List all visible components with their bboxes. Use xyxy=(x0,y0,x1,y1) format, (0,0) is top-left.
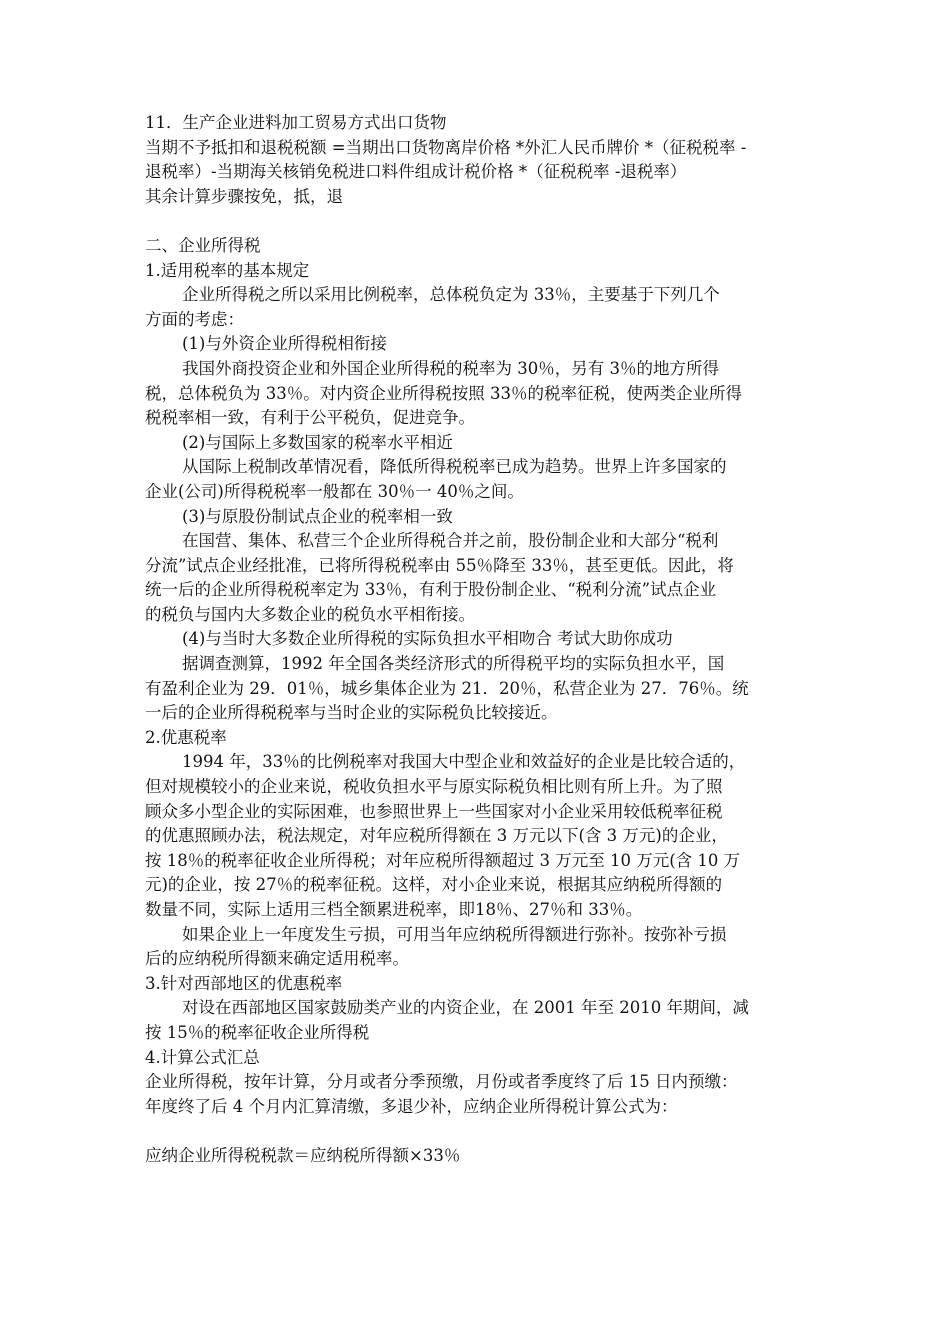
text-line: 其余计算步骤按免，抵，退 xyxy=(145,186,343,206)
text-line: 在国营、集体、私营三个企业所得税合并之前，股份制企业和大部分“税利 xyxy=(182,531,719,551)
subheading: (3)与原股份制试点企业的税率相一致 xyxy=(182,506,453,526)
section-11-title: 11．生产企业进料加工贸易方式出口货物 xyxy=(145,113,447,132)
heading-western-region-rate: 3.针对西部地区的优惠税率 xyxy=(145,973,343,993)
text-line: 税，总体税负为 33％。对内资企业所得税按照 33％的税率征税，使两类企业所得 xyxy=(145,383,742,403)
text-line: 一后的企业所得税税率与当时企业的实际税负比较接近。 xyxy=(145,703,558,723)
text-line: 退税率）-当期海关核销免税进口料件组成计税价格 *（征税税率 -退税率） xyxy=(145,162,687,182)
subheading: (4)与当时大多数企业所得税的实际负担水平相吻合 考试大助你成功 xyxy=(182,629,673,649)
text-line: 按 15％的税率征收企业所得税 xyxy=(145,1022,370,1042)
text-line: 1994 年，33％的比例税率对我国大中型企业和效益好的企业是比较合适的， xyxy=(182,752,746,772)
text-line: 年度终了后 4 个月内汇算清缴，多退少补，应纳企业所得税计算公式为： xyxy=(145,1096,678,1116)
text-line: 元)的企业，按 27％的税率征税。这样，对小企业来说，根据其应纳税所得额的 xyxy=(145,875,723,895)
text-line: 税税率相一致，有利于公平税负，促进竞争。 xyxy=(145,408,475,428)
text-line: 据调查测算，1992 年全国各类经济形式的所得税平均的实际负担水平，国 xyxy=(182,654,725,674)
text-line: 当期不予抵扣和退税税额 =当期出口货物离岸价格 *外汇人民币牌价 *（征税税率 - xyxy=(145,137,747,157)
text-line: 企业(公司)所得税税率一般都在 30％一 40％之间。 xyxy=(145,481,524,501)
subheading: (1)与外资企业所得税相衔接 xyxy=(182,334,387,354)
text-line: 按 18％的税率征收企业所得税；对年应税所得额超过 3 万元至 10 万元(含 10 万 xyxy=(145,850,741,870)
text-line: 后的应纳税所得额来确定适用税率。 xyxy=(145,949,409,969)
text-line: 但对规模较小的企业来说，税收负担水平与原实际税负相比则有所上升。为了照 xyxy=(145,777,723,797)
document-body xyxy=(145,111,810,1169)
text-line: 分流”试点企业经批准，已将所得税税率由 55％降至 33％，甚至更低。因此，将 xyxy=(145,555,734,575)
blank-line xyxy=(145,1119,810,1144)
heading-formula-summary: 4.计算公式汇总 xyxy=(145,1047,260,1067)
subheading: (2)与国际上多数国家的税率水平相近 xyxy=(182,432,453,452)
heading-applicable-rate: 1.适用税率的基本规定 xyxy=(145,260,310,280)
text-line: 对设在西部地区国家鼓励类产业的内资企业，在 2001 年至 2010 年期间，减 xyxy=(182,998,749,1018)
text-line: 有盈利企业为 29．01％，城乡集体企业为 21．20％，私营企业为 27．76％。统 xyxy=(145,678,749,698)
blank-line xyxy=(145,209,810,234)
text-line: 企业所得税之所以采用比例税率，总体税负定为 33％，主要基于下列几个 xyxy=(182,285,720,305)
heading-preferential-rate: 2.优惠税率 xyxy=(145,727,227,747)
text-line: 的优惠照顾办法，税法规定，对年应税所得额在 3 万元以下(含 3 万元)的企业， xyxy=(145,826,728,846)
text-line: 我国外商投资企业和外国企业所得税的税率为 30％，另有 3％的地方所得 xyxy=(182,358,719,378)
text-line: 企业所得税，按年计算，分月或者分季预缴，月份或者季度终了后 15 日内预缴： xyxy=(145,1072,738,1092)
text-line: 顾众多小型企业的实际困难，也参照世界上一些国家对小企业采用较低税率征税 xyxy=(145,801,723,821)
text-line: 统一后的企业所得税税率定为 33％，有利于股份制企业、“税利分流”试点企业 xyxy=(145,580,717,600)
text-line: 从国际上税制改革情况看，降低所得税税率已成为趋势。世界上许多国家的 xyxy=(182,457,727,477)
text-line: 如果企业上一年度发生亏损，可用当年应纳税所得额进行弥补。按弥补亏损 xyxy=(182,924,727,944)
section-2-title: 二、企业所得税 xyxy=(145,235,261,255)
tax-formula: 应纳企业所得税税款＝应纳税所得额×33％ xyxy=(145,1145,461,1165)
text-line: 方面的考虑： xyxy=(145,309,244,329)
text-line: 数量不同，实际上适用三档全额累进税率，即18％、27％和 33％。 xyxy=(145,900,643,919)
text-line: 的税负与国内大多数企业的税负水平相衔接。 xyxy=(145,604,475,624)
